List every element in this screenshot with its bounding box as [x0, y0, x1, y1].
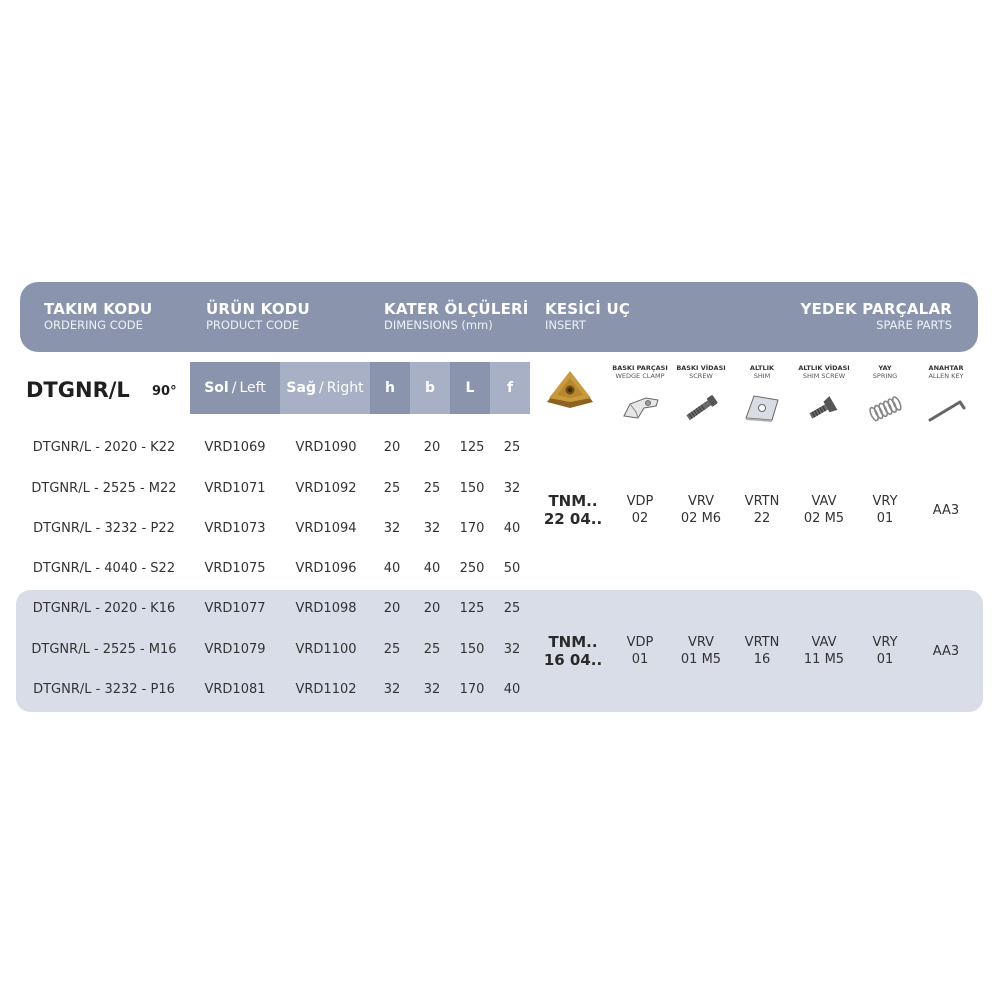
group-1-wedge-clamp-code: VDP 02 [626, 494, 654, 526]
subheader-b: b [410, 362, 450, 414]
row-2-dim-h: 25 [383, 481, 401, 496]
spring-icon [865, 395, 905, 427]
row-6-dim-h: 25 [383, 642, 401, 657]
row-4-dim-h: 40 [383, 561, 401, 576]
group-2-spring-code: VRY 01 [872, 635, 898, 667]
row-7-right-product-code: VRD1102 [295, 682, 357, 697]
wedge-clamp-icon [620, 392, 662, 426]
row-1-dim-h: 20 [383, 440, 401, 455]
screw-icon [682, 394, 722, 426]
row-2-dim-f: 32 [503, 481, 521, 496]
row-1-dim-L: 125 [459, 440, 485, 455]
row-6-dim-f: 32 [503, 642, 521, 657]
approach-angle: 90° [152, 384, 177, 399]
group-2-shim-screw-code: VAV 11 M5 [803, 635, 845, 667]
group-1-screw-code: VRV 02 M6 [680, 494, 722, 526]
row-5-dim-h: 20 [383, 601, 401, 616]
header-insert: KESİCİ UÇ INSERT [545, 300, 631, 332]
row-1-right-product-code: VRD1090 [295, 440, 357, 455]
row-3-left-product-code: VRD1073 [204, 521, 266, 536]
header-ordering-code: TAKIM KODU ORDERING CODE [44, 300, 153, 332]
row-4-dim-L: 250 [459, 561, 485, 576]
row-2-dim-b: 25 [423, 481, 441, 496]
row-7-dim-f: 40 [503, 682, 521, 697]
subheader-right: Sağ / Right [280, 362, 370, 414]
row-4-dim-b: 40 [423, 561, 441, 576]
row-4-right-product-code: VRD1096 [295, 561, 357, 576]
row-1-ordering-code: DTGNR/L - 2020 - K22 [32, 440, 176, 455]
header-band [20, 282, 978, 352]
row-4-ordering-code: DTGNR/L - 4040 - S22 [32, 561, 176, 576]
row-3-dim-h: 32 [383, 521, 401, 536]
row-7-left-product-code: VRD1081 [204, 682, 266, 697]
insert-code-16: TNM.. 16 04.. [543, 633, 603, 669]
model-name: DTGNR/L [26, 378, 130, 402]
row-6-dim-b: 25 [423, 642, 441, 657]
row-6-right-product-code: VRD1100 [295, 642, 357, 657]
row-5-left-product-code: VRD1077 [204, 601, 266, 616]
group-2-allen-key-code: AA3 [932, 644, 960, 659]
part-label-spring: YAY SPRING [872, 364, 898, 380]
row-3-dim-b: 32 [423, 521, 441, 536]
row-2-left-product-code: VRD1071 [204, 481, 266, 496]
part-label-allen-key: ANAHTAR ALLEN KEY [928, 364, 964, 380]
subheader-left: Sol / Left [190, 362, 280, 414]
header-spare-parts: YEDEK PARÇALAR SPARE PARTS [800, 300, 952, 332]
row-5-right-product-code: VRD1098 [295, 601, 357, 616]
group-1-allen-key-code: AA3 [932, 503, 960, 518]
row-3-dim-f: 40 [503, 521, 521, 536]
row-1-dim-f: 25 [503, 440, 521, 455]
row-1-dim-b: 20 [423, 440, 441, 455]
row-7-dim-h: 32 [383, 682, 401, 697]
row-3-ordering-code: DTGNR/L - 3232 - P22 [33, 521, 175, 536]
row-4-left-product-code: VRD1075 [204, 561, 266, 576]
row-6-dim-L: 150 [459, 642, 485, 657]
row-3-dim-L: 170 [459, 521, 485, 536]
row-1-left-product-code: VRD1069 [204, 440, 266, 455]
header-product-code: ÜRÜN KODU PRODUCT CODE [206, 300, 310, 332]
part-label-wedge-clamp: BASKI PARÇASI WEDGE CLAMP [612, 364, 668, 380]
part-label-screw: BASKI VİDASI SCREW [676, 364, 726, 380]
insert-code-22: TNM.. 22 04.. [543, 492, 603, 528]
row-7-ordering-code: DTGNR/L - 3232 - P16 [33, 682, 175, 697]
group-2-wedge-clamp-code: VDP 01 [626, 635, 654, 667]
row-6-left-product-code: VRD1079 [204, 642, 266, 657]
shim-icon [742, 392, 782, 428]
row-5-dim-f: 25 [503, 601, 521, 616]
row-7-dim-L: 170 [459, 682, 485, 697]
part-label-shim-screw: ALTLIK VİDASI SHIM SCREW [798, 364, 850, 380]
subheader-L: L [450, 362, 490, 414]
shim-screw-icon [805, 396, 841, 426]
row-6-ordering-code: DTGNR/L - 2525 - M16 [31, 642, 177, 657]
row-2-right-product-code: VRD1092 [295, 481, 357, 496]
row-5-dim-L: 125 [459, 601, 485, 616]
allen-key-icon [926, 392, 970, 428]
group-2-shim-code: VRTN 16 [744, 635, 780, 667]
header-dimensions: KATER ÖLÇÜLERİ DIMENSIONS (mm) [384, 300, 529, 332]
insert-triangle-icon [545, 368, 595, 414]
part-label-shim: ALTLIK SHIM [749, 364, 775, 380]
row-5-dim-b: 20 [423, 601, 441, 616]
row-2-dim-L: 150 [459, 481, 485, 496]
row-4-dim-f: 50 [503, 561, 521, 576]
group-1-shim-screw-code: VAV 02 M5 [803, 494, 845, 526]
group-2-screw-code: VRV 01 M5 [680, 635, 722, 667]
row-2-ordering-code: DTGNR/L - 2525 - M22 [31, 481, 177, 496]
subheader-h: h [370, 362, 410, 414]
group-1-shim-code: VRTN 22 [744, 494, 780, 526]
subheader-f: f [490, 362, 530, 414]
row-5-ordering-code: DTGNR/L - 2020 - K16 [32, 601, 176, 616]
row-3-right-product-code: VRD1094 [295, 521, 357, 536]
group-1-spring-code: VRY 01 [872, 494, 898, 526]
row-7-dim-b: 32 [423, 682, 441, 697]
